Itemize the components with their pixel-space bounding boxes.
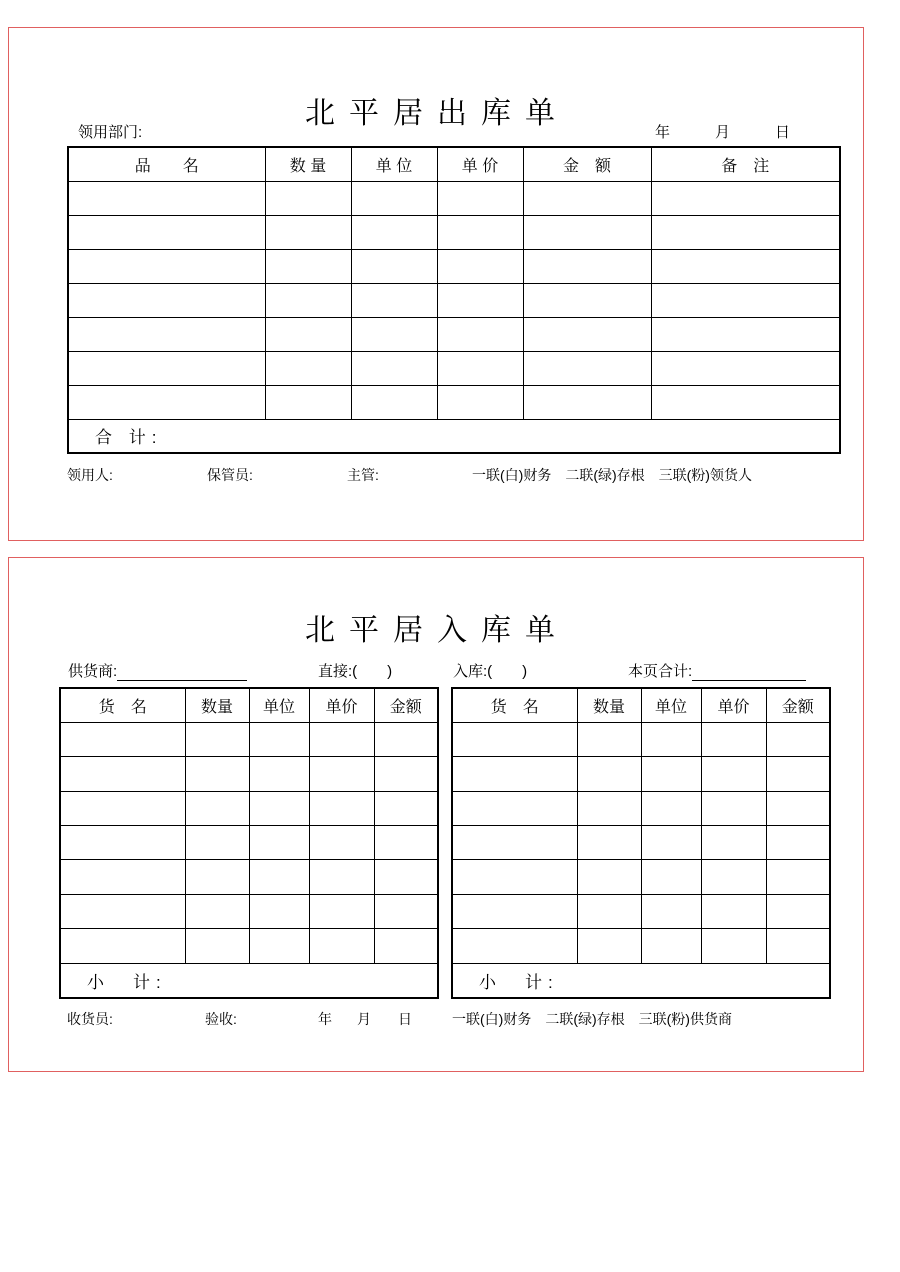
table-cell[interactable] (641, 894, 701, 928)
table-cell[interactable] (437, 181, 523, 215)
table-row (452, 757, 830, 791)
table-cell[interactable] (68, 181, 265, 215)
table-row (452, 722, 830, 756)
table-cell[interactable] (60, 894, 185, 928)
month-label: 月 (357, 1011, 371, 1027)
table-row (68, 283, 840, 317)
table-cell[interactable] (374, 826, 438, 860)
day-label: 日 (398, 1011, 412, 1027)
day-label: 日 (775, 124, 791, 141)
inbound-title: 北平居入库单 (305, 614, 569, 647)
table-row (68, 317, 840, 351)
table-row (60, 722, 438, 756)
table-cell[interactable] (374, 791, 438, 825)
table-cell[interactable] (309, 860, 374, 894)
table-cell[interactable] (265, 385, 351, 419)
table-cell[interactable] (351, 385, 437, 419)
table-cell[interactable] (351, 249, 437, 283)
inbound-table-right (451, 687, 831, 999)
table-cell[interactable] (701, 860, 766, 894)
table-cell[interactable] (185, 929, 249, 963)
table-cell[interactable] (60, 860, 185, 894)
table-cell[interactable] (523, 351, 651, 385)
table-cell[interactable] (309, 826, 374, 860)
column-header: 数量 (577, 688, 641, 722)
table-cell[interactable] (641, 860, 701, 894)
table-cell[interactable] (265, 249, 351, 283)
table-cell[interactable] (452, 757, 577, 791)
table-cell[interactable] (641, 722, 701, 756)
table-cell[interactable] (309, 757, 374, 791)
table-cell[interactable] (249, 894, 309, 928)
table-row (68, 249, 840, 283)
table-cell[interactable] (651, 215, 840, 249)
supervisor-label: 主管: (347, 467, 379, 483)
table-cell[interactable] (437, 351, 523, 385)
table-cell[interactable] (374, 722, 438, 756)
table-cell[interactable] (437, 249, 523, 283)
table-cell[interactable] (249, 929, 309, 963)
table-cell[interactable] (701, 757, 766, 791)
table-cell[interactable] (452, 860, 577, 894)
table-cell[interactable] (68, 351, 265, 385)
total-row (452, 963, 830, 997)
table-cell[interactable] (68, 215, 265, 249)
table-cell[interactable] (265, 181, 351, 215)
total-label: 小 计: (452, 963, 830, 997)
table-cell[interactable] (185, 757, 249, 791)
table-row (60, 826, 438, 860)
total-row (68, 419, 840, 453)
table-row (68, 385, 840, 419)
table-cell[interactable] (577, 894, 641, 928)
column-header: 单位 (641, 688, 701, 722)
column-header: 货 名 (452, 688, 577, 722)
direct-label: 直接:( ) (318, 663, 393, 680)
table-cell[interactable] (701, 929, 766, 963)
table-cell[interactable] (60, 757, 185, 791)
table-cell[interactable] (374, 860, 438, 894)
column-header: 备 注 (651, 147, 840, 181)
table-cell[interactable] (641, 929, 701, 963)
table-cell[interactable] (309, 929, 374, 963)
table-cell[interactable] (452, 894, 577, 928)
table-cell[interactable] (651, 385, 840, 419)
inspect-label: 验收: (205, 1011, 237, 1027)
table-cell[interactable] (651, 351, 840, 385)
table-cell[interactable] (309, 894, 374, 928)
table-cell[interactable] (523, 181, 651, 215)
table-cell[interactable] (577, 791, 641, 825)
table-cell[interactable] (309, 791, 374, 825)
table-cell[interactable] (577, 722, 641, 756)
table-cell[interactable] (249, 722, 309, 756)
outbound-title: 北平居出库单 (305, 97, 569, 130)
stock-label: 入库:( ) (453, 663, 528, 680)
table-cell[interactable] (701, 826, 766, 860)
column-header: 货 名 (60, 688, 185, 722)
outbound-form (8, 27, 864, 541)
table-cell[interactable] (523, 385, 651, 419)
table-cell[interactable] (766, 722, 830, 756)
table-cell[interactable] (351, 215, 437, 249)
column-header: 金额 (374, 688, 438, 722)
dept-label: 领用部门: (78, 124, 143, 141)
table-cell[interactable] (185, 894, 249, 928)
column-header: 金额 (766, 688, 830, 722)
table-cell[interactable] (374, 757, 438, 791)
table-cell[interactable] (766, 929, 830, 963)
table-cell[interactable] (185, 860, 249, 894)
table-row (452, 860, 830, 894)
table-cell[interactable] (701, 894, 766, 928)
table-cell[interactable] (577, 929, 641, 963)
total-label: 合 计: (68, 419, 840, 453)
table-row (60, 791, 438, 825)
table-row (60, 894, 438, 928)
table-cell[interactable] (766, 826, 830, 860)
column-header: 单位 (249, 688, 309, 722)
header-row (452, 688, 830, 722)
table-cell[interactable] (374, 894, 438, 928)
table-cell[interactable] (452, 722, 577, 756)
table-cell[interactable] (437, 385, 523, 419)
table-cell[interactable] (701, 722, 766, 756)
header-row (60, 688, 438, 722)
table-cell[interactable] (523, 317, 651, 351)
supplier-field[interactable] (68, 660, 247, 681)
table-cell[interactable] (68, 283, 265, 317)
table-cell[interactable] (651, 317, 840, 351)
table-cell[interactable] (437, 283, 523, 317)
table-cell[interactable] (249, 791, 309, 825)
table-cell[interactable] (351, 317, 437, 351)
table-cell[interactable] (60, 722, 185, 756)
table-cell[interactable] (249, 757, 309, 791)
supplier-label: 供货商: (68, 663, 118, 680)
table-row (68, 181, 840, 215)
column-header: 单价 (309, 688, 374, 722)
keeper-label: 保管员: (207, 467, 253, 483)
table-row (60, 860, 438, 894)
table-cell[interactable] (452, 929, 577, 963)
table-cell[interactable] (309, 722, 374, 756)
table-cell[interactable] (68, 317, 265, 351)
month-label: 月 (715, 124, 731, 141)
header-row (68, 147, 840, 181)
table-cell[interactable] (249, 826, 309, 860)
table-cell[interactable] (265, 283, 351, 317)
outbound-table (67, 146, 841, 454)
table-cell[interactable] (351, 181, 437, 215)
total-label: 小 计: (60, 963, 438, 997)
inbound-table-left (59, 687, 439, 999)
table-cell[interactable] (437, 317, 523, 351)
table-cell[interactable] (577, 826, 641, 860)
table-cell[interactable] (766, 791, 830, 825)
total-row (60, 963, 438, 997)
table-cell[interactable] (701, 791, 766, 825)
table-cell[interactable] (351, 351, 437, 385)
table-row (60, 757, 438, 791)
table-cell[interactable] (374, 929, 438, 963)
table-row (452, 929, 830, 963)
table-cell[interactable] (185, 826, 249, 860)
table-row (60, 929, 438, 963)
page-total-label: 本页合计: (628, 663, 693, 680)
column-header: 数 量 (265, 147, 351, 181)
table-cell[interactable] (523, 215, 651, 249)
table-cell[interactable] (641, 791, 701, 825)
table-row (452, 791, 830, 825)
column-header: 单 价 (437, 147, 523, 181)
table-row (68, 351, 840, 385)
table-row (68, 215, 840, 249)
table-cell[interactable] (265, 317, 351, 351)
column-header: 数量 (185, 688, 249, 722)
year-label: 年 (318, 1011, 332, 1027)
table-cell[interactable] (265, 215, 351, 249)
table-cell[interactable] (651, 181, 840, 215)
table-cell[interactable] (452, 791, 577, 825)
column-header: 品 名 (68, 147, 265, 181)
table-cell[interactable] (437, 215, 523, 249)
page-total-field[interactable] (628, 660, 806, 681)
table-cell[interactable] (68, 385, 265, 419)
column-header: 单 位 (351, 147, 437, 181)
table-cell[interactable] (68, 249, 265, 283)
table-cell[interactable] (766, 894, 830, 928)
table-cell[interactable] (766, 757, 830, 791)
receiver-label: 领用人: (67, 467, 113, 483)
table-cell[interactable] (766, 860, 830, 894)
copies-note: 一联(白)财务 二联(绿)存根 三联(粉)供货商 (452, 1011, 732, 1027)
table-cell[interactable] (265, 351, 351, 385)
year-label: 年 (655, 124, 671, 141)
table-cell[interactable] (651, 249, 840, 283)
table-cell[interactable] (185, 791, 249, 825)
table-cell[interactable] (523, 283, 651, 317)
table-cell[interactable] (641, 826, 701, 860)
table-row (452, 894, 830, 928)
table-cell[interactable] (577, 757, 641, 791)
column-header: 金 额 (523, 147, 651, 181)
table-cell[interactable] (523, 249, 651, 283)
table-cell[interactable] (641, 757, 701, 791)
table-row (452, 826, 830, 860)
table-cell[interactable] (351, 283, 437, 317)
table-cell[interactable] (60, 826, 185, 860)
table-cell[interactable] (60, 791, 185, 825)
table-cell[interactable] (651, 283, 840, 317)
column-header: 单价 (701, 688, 766, 722)
table-cell[interactable] (185, 722, 249, 756)
table-cell[interactable] (60, 929, 185, 963)
table-cell[interactable] (452, 826, 577, 860)
receiver-label: 收货员: (67, 1011, 113, 1027)
copies-note: 一联(白)财务 二联(绿)存根 三联(粉)领货人 (472, 467, 752, 483)
table-cell[interactable] (249, 860, 309, 894)
table-cell[interactable] (577, 860, 641, 894)
inbound-form (8, 557, 864, 1072)
